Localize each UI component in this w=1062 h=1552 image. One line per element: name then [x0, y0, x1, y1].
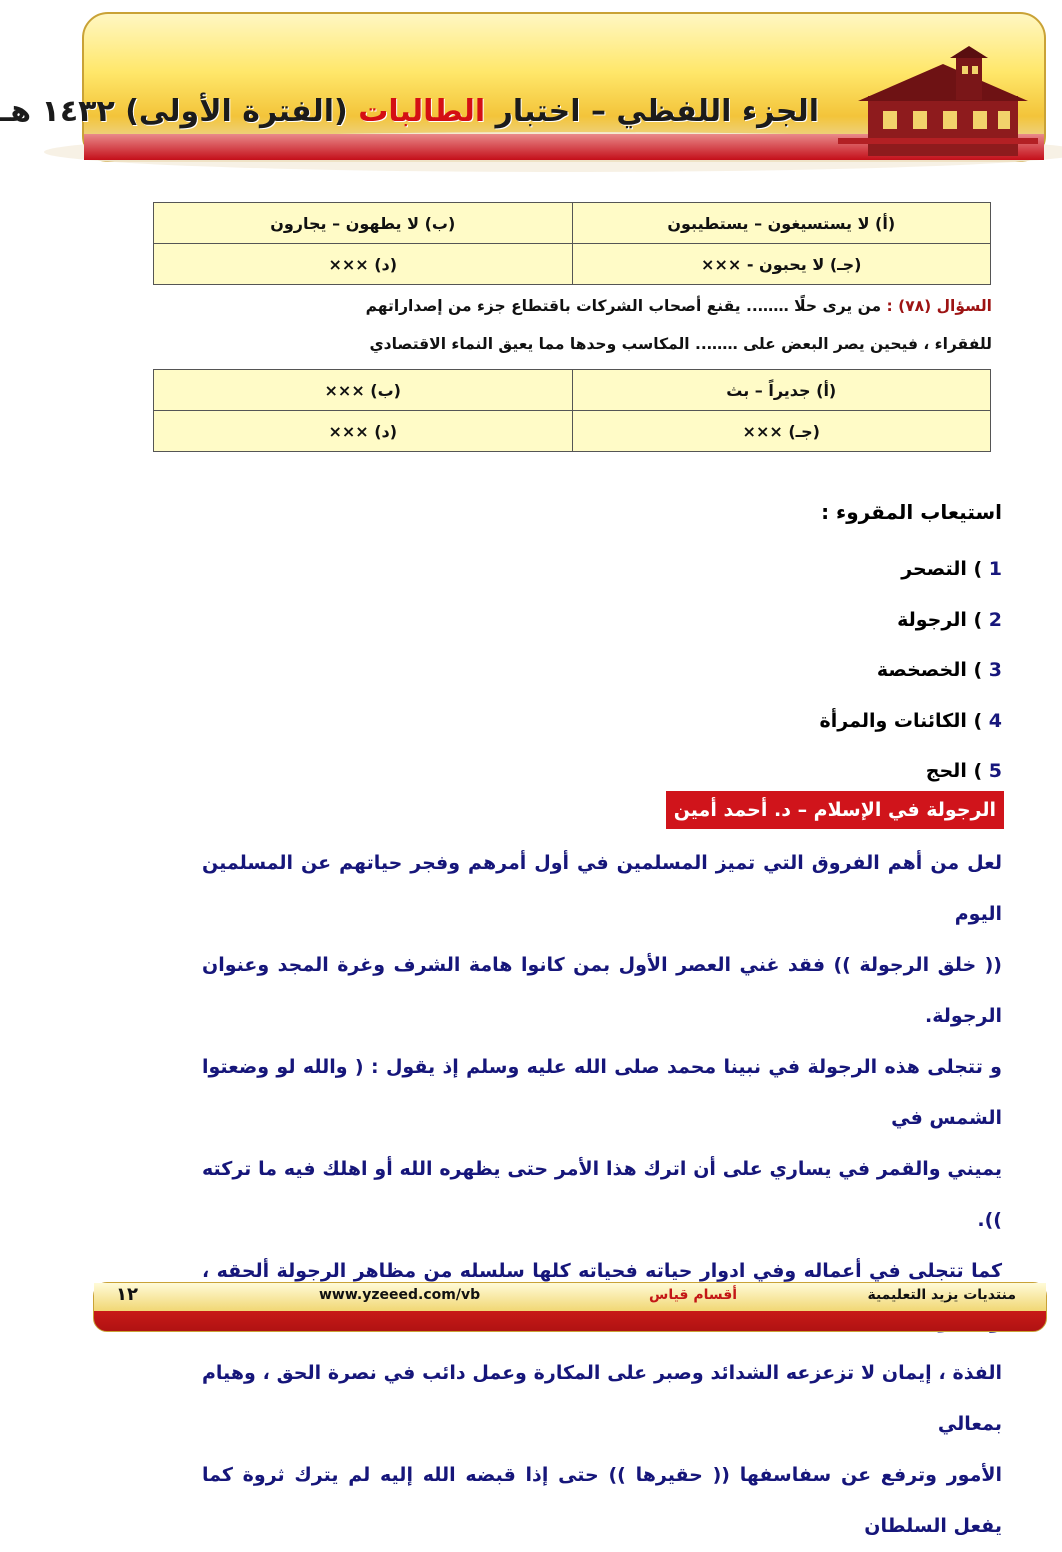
- table-row: [154, 203, 991, 244]
- option-c: (جـ) لا يحبون - ×××: [572, 244, 991, 285]
- footer-url[interactable]: www.yzeeed.com/vb: [319, 1287, 481, 1303]
- header-banner: [0, 12, 1046, 162]
- house-icon: [838, 46, 1038, 164]
- list-item: 4 ) الكائنات والمرأة: [819, 709, 1002, 732]
- question-78: [192, 287, 992, 363]
- option-d: (د) ×××: [154, 244, 573, 285]
- question-line-2: للفقراء ، فيحين يصر البعض على …….. المكاسب وحدها مما يعيق النماء الاقتصادي: [369, 335, 992, 353]
- reading-heading: استيعاب المقروء :: [821, 500, 1002, 524]
- options-table-2: [153, 369, 991, 452]
- footer-forum-name: منتديات يزيد التعليمية: [867, 1287, 1016, 1303]
- option-d: (د) ×××: [154, 411, 573, 452]
- reading-section: [162, 500, 1002, 797]
- passage-title: الرجولة في الإسلام – د. أحمد أمين: [666, 791, 1004, 829]
- table-row: [154, 244, 991, 285]
- passage-line: و تتجلى هذه الرجولة في نبينا محمد صلى الله عليه وسلم إذ يقول : ( والله لو وضعتوا الشمس في: [202, 1056, 1002, 1129]
- option-b: (ب) لا يطهون – يجارون: [154, 203, 573, 244]
- question-line-1: السؤال (٧٨) : من يرى حلًا …….. يقنع أصحاب الشركات باقتطاع جزء من إصداراتهم: [365, 297, 992, 315]
- list-item: 1 ) التصحر: [901, 558, 1002, 580]
- footer-bar: [93, 1282, 1047, 1332]
- option-c: (جـ) ×××: [572, 411, 991, 452]
- page-title: الجزء اللفظي – اختبار الطالبات (الفترة الأولى) ١٤٣٢ هـ: [0, 94, 819, 129]
- table-row: [154, 370, 991, 411]
- passage-line: لعل من أهم الفروق التي تميز المسلمين في أول أمرهم وفجر حياتهم عن المسلمين اليوم: [202, 852, 1002, 925]
- passage-line: (( خلق الرجولة )) فقد غني العصر الأول بمن كانوا هامة الشرف وغرة المجد وعنوان الرجولة.: [202, 954, 1002, 1027]
- question-label: السؤال (٧٨) :: [886, 297, 992, 315]
- passage-line: الفذة ، إيمان لا تزعزعه الشدائد وصبر على المكارة وعمل دائب في نصرة الحق ، وهيام بمعالي: [202, 1362, 1002, 1435]
- passage-line: كما تتجلى في أعماله وفي ادوار حياته فحياته كلها سلسله من مظاهر الرجولة ألحقه ،: [202, 1260, 1002, 1282]
- page-number: ١٢: [116, 1284, 138, 1305]
- table-row: [154, 411, 991, 452]
- list-item: 3 ) الخصخصة: [876, 659, 1002, 681]
- passage-line: يميني والقمر في يساري على أن اترك هذا الأمر حتى يظهره الله أو اهلك فيه ما تركته )).: [202, 1158, 1002, 1231]
- list-item: 2 ) الرجولة: [897, 608, 1002, 631]
- option-a: (أ) جديراً – بث: [572, 370, 991, 411]
- option-b: (ب) ×××: [154, 370, 573, 411]
- footer-section: أقسام قياس: [649, 1287, 738, 1303]
- options-table-1: [153, 202, 991, 285]
- option-a: (أ) لا يستسيغون – يستطيبون: [572, 203, 991, 244]
- passage-line: الأمور وترفع عن سفاسفها (( حقيرها )) حتى إذا قبضه الله إليه لم يترك ثروة كما يفعل السلطان: [202, 1464, 1002, 1537]
- list-item: 5 ) الحج: [925, 760, 1002, 782]
- passage-text: [202, 838, 1002, 1552]
